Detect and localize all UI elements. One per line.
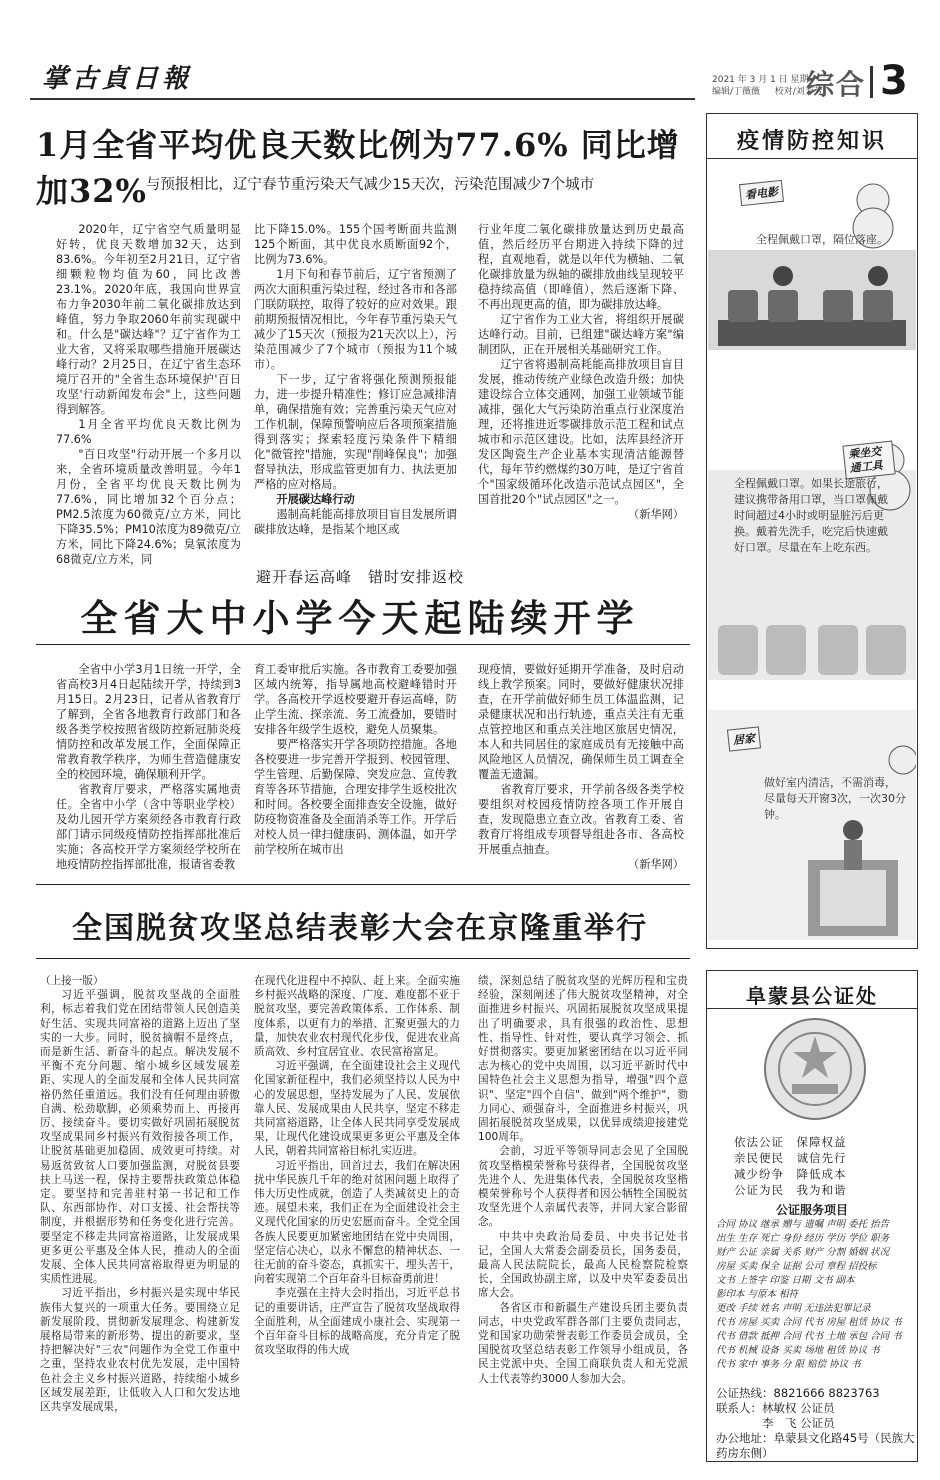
- article1-col1: [56, 222, 241, 567]
- article2-col2: [254, 662, 457, 857]
- hotline: 公证热线：8821666 8823763: [716, 1386, 880, 1400]
- article2-rule: [36, 644, 690, 645]
- article3-col1: [40, 974, 240, 1414]
- paragraph: 各省区市和新疆生产建设兵团主要负责同志，中央党政军群各部门主要负责同志，党和国家功勋荣誉表彰工作委员会成员，全国脱贫攻坚总结表彰工作领导小组成员，各民主党派中央、全国工商联负责人和无党派人士代表等约3000人参加大会。: [478, 1301, 688, 1385]
- paragraph: 绩，深刻总结了脱贫攻坚的光辉历程和宝贵经验，深刻阐述了伟大脱贫攻坚精神，对全面推进乡村振兴、巩固拓展脱贫攻坚成果提出了明确要求，具有很强的政治性、思想性、指导性、针对性，要认真学习领会、抓好贯彻落实。要更加紧密团结在以习近平同志为核心的党中央周围，以习近平新时代中国特色社会主义思想为指导，增强"四个意识"、坚定"四个自信"、做到"两个维护"，勠力同心、顽强奋斗，全面推进乡村振兴，巩固拓展脱贫攻坚成果，以优异成绩迎接建党100周年。: [478, 975, 688, 1144]
- article2-headline: 全省大中小学今天起陆续开学: [80, 596, 640, 640]
- notary-contact: [716, 1386, 916, 1461]
- home-tip: 做好室内清洁，不需消毒，尽量每天开窗3次，一次30分钟。: [764, 776, 906, 821]
- epidemic-illustrations: [708, 170, 916, 945]
- paragraph: 习近平强调，脱贫攻坚战的全面胜利，标志着我们党在团结带领人民创造美好生活、实现共同富裕的道路上迈出了坚实的一大步。同时，脱贫摘帽不是终点，而是新生活、新奋斗的起点。解决发展不平衡不充分问题、缩小城乡区域发展差距、实现人的全面发展和全体人民共同富裕仍然任重道远。我们没有任何理由骄傲自满、松劲歇脚，必须乘势而上、再接再厉、接续奋斗。要切实做好巩固拓展脱贫攻坚成果同乡村振兴有效衔接各项工作，让脱贫基础更加稳固、成效更可持续。对易返贫致贫人口要加强监测，对脱贫县要扶上马送一程，保持主要帮扶政策总体稳定。要坚持和完善驻村第一书记和工作队、东西部协作、对口支援、社会帮扶等制度，并根据形势和任务变化进行完善。要坚定不移走共同富裕道路，让发展成果更多更公平惠及全体人民，推动人的全面发展、全体人民共同富裕取得更为明显的实质性进展。: [40, 989, 240, 1286]
- article3-col2: [254, 974, 460, 1357]
- service-line: 影印本 与原本 相符: [716, 1289, 799, 1300]
- transport-tag: 乘坐交通工具: [842, 440, 895, 479]
- page-number: 3: [880, 58, 908, 104]
- service-line: 财产 公证 亲属 关系 财产 分割 婚姻 状况: [716, 1247, 890, 1258]
- paragraph: 辽宁省将遏制高耗能高排放项目盲目发展，推动传统产业绿色改造升级；加快建设综合立体交通网，加强工业领域节能减排，强化大气污染防治重点行业深度治理，还将推进近零碳排放示范工程和试点城市和示范区建设。比如，法库县经济开发区陶瓷生产企业基本实现清洁能源替代，每年节约燃煤约30万吨，是辽宁省首个"国家级循环化改造示范试点园区"，全国首批20个"试点园区"之一。: [478, 358, 684, 506]
- service-line: 代书 家中 事务 分 限 赔偿 协议 书: [716, 1359, 861, 1370]
- paragraph: 行业年度二氧化碳排放量达到历史最高值，然后经历平台期进入持续下降的过程，直观地看，就是以年代为横轴、二氧化碳排放量为纵轴的碳排放曲线呈现较平稳持续高值（即峰值），然后逐渐下降、不再出现更高的值，即为碳排放达峰。: [478, 223, 684, 311]
- paragraph: 全省中小学3月1日统一开学，全省高校3月4日起陆续开学，持续到3月15日。2月23日，记者从省教育厅了解到，全省各地教育行政部门和各级各类学校按照省级防控新冠肺炎疫情防控和改革发展工作，全面保障正常教育教学秩序，为师生营造健康安全的校园环境，确保顺利开学。: [56, 663, 241, 781]
- newspaper-logo: 掌古貞日報: [42, 64, 193, 94]
- epidemic-sidebar-title: 疫情防控知识: [736, 128, 887, 154]
- motto-line: 公证为民 我为和谐: [734, 1183, 847, 1197]
- paragraph: 李克强在主持大会时指出，习近平总书记的重要讲话，庄严宣告了脱贫攻坚战取得全面胜利，从全面建成小康社会、实现第一个百年奋斗目标的战略高度，充分肯定了脱贫攻坚取得的伟大成: [254, 1287, 460, 1357]
- section-name: 综合: [806, 68, 867, 101]
- contact-person: 李 飞 公证员: [716, 1416, 835, 1430]
- notary-motto: [734, 1134, 904, 1198]
- transport-tip: 全程佩戴口罩。如果长途旅行，建议携带备用口罩，当口罩佩戴时间超过4小时或明显脏污后更换。戴着先洗手，吃完后快速戴好口罩。尽量在车上吃东西。: [734, 477, 888, 554]
- paragraph: 下一步，辽宁省将强化预测预报能力，进一步提升精准性；修订应急减排清单，确保措施有效；完善重污染天气应对工作机制，保障预警响应后各项预案措施得到落实；探索轻度污染条件下精细化"微管控"措施，实现"削峰保良"；加强督导执法，形成监管更加有力、执法更加严格的应对格局。: [254, 373, 457, 491]
- article1-headline: 1月全省平均优良天数比例为77.6% 同比增加32%: [36, 126, 680, 210]
- service-line: 文书 上签字 印鉴 日期 文书 副本: [716, 1275, 855, 1286]
- subheading: 开展碳达峰行动: [276, 493, 355, 506]
- article3-headline: 全国脱贫攻坚总结表彰大会在京隆重举行: [72, 911, 648, 946]
- section-divider: [870, 66, 873, 98]
- service-line: 更改 手续 姓名 声明 无违法犯罪记录: [716, 1303, 871, 1314]
- paragraph: 2020年，辽宁省空气质量明显好转，优良天数增加32天，达到83.6%。今年初至2月21日，辽宁省细颗粒物均值为60，同比改善23.1%。2020年底，我国向世界宣布力争2030年前二氧化碳排放达到峰值，努力争取2060年前实现碳中和。什么是"碳达峰"？辽宁省作为工业大省，又将采取哪些措施开展碳达峰行动？2月25日，在辽宁省生态环境厅召开的"全省生态环境保护'百日攻坚'行动新闻发布会"上，这些问题得到解答。: [56, 223, 241, 416]
- source-credit: （新华网）: [628, 858, 684, 871]
- motto-line: 亲民便民 诚信先行: [734, 1151, 847, 1165]
- article1-col3: [478, 222, 684, 522]
- paragraph: 比下降15.0%。155个国考断面共监测125个断面，其中优良水质断面92个，比例为73.6%。: [254, 223, 457, 266]
- notary-title: 阜蒙县公证处: [746, 984, 878, 1008]
- service-line: 房屋 买卖 保全 证据 公司 章程 招投标: [716, 1261, 877, 1272]
- service-line: 代书 借款 抵押 合同 代书 土地 承包 合同 书: [716, 1331, 902, 1342]
- paragraph: 省教育厅要求，开学前各级各类学校要组织对校园疫情防控各项工作开展自查，发现隐患立查立改。省教育工委、省教育厅将组成专项督导组赴各市、各高校开展重点抽查。: [478, 783, 684, 856]
- paragraph: 在现代化进程中不掉队、赶上来。全面实施乡村振兴战略的深度、广度、难度都不亚于脱贫攻坚，要完善政策体系、工作体系、制度体系，以更有力的举措、汇聚更强大的力量，加快农业农村现代化步伐，促进农业高质高效、乡村宜居宜业、农民富裕富足。: [254, 975, 460, 1059]
- paragraph: 1月下旬和春节前后，辽宁省预测了两次大面积重污染过程，经过各市和各部门联防联控，取得了较好的应对效果。跟前期预报情况相比，今年春节重污染天气减少了15天次（预报为21天次以上），污染范围减少了7个城市（预报为11个城市）。: [254, 268, 457, 371]
- paragraph: 育工委审批后实施。各市教育工委要加强区域内统筹，指导属地高校避峰错时开学。各高校开学返校要避开春运高峰，防止学生流、探亲流、务工流叠加，要错时安排各年级学生返校，避免人员聚集。: [254, 663, 457, 736]
- paragraph: 要严格落实开学各项防控措施。各地各校要进一步完善开学报到、校园管理、学生管理、后勤保障、突发应急、宣传教育等各环节措施，合理安排学生返校批次和时间。各校要全面排查安全设施，做好防疫物资准备及全面消杀等工作。开学后对校人员一律扫健康码、测体温，如开学前学校所在城市出: [254, 738, 457, 856]
- address: 办公地址：阜蒙县文化路45号（民族大药房东侧）: [716, 1431, 915, 1460]
- paragraph: 习近平指出，乡村振兴是实现中华民族伟大复兴的一项重大任务。要围绕立足新发展阶段、贯彻新发展理念、构建新发展格局带来的新形势、提出的新要求，坚持把解决好"三农"问题作为全党工作重中之重，坚持农业农村优先发展，走中国特色社会主义乡村振兴道路，持续缩小城乡区域发展差距，让低收入人口和欠发达地区共享发展成果，: [40, 1287, 240, 1414]
- service-line: 出生 生存 死亡 身份 经历 学历 学位 职务: [716, 1233, 890, 1244]
- source-credit: （新华网）: [628, 508, 684, 521]
- national-emblem-icon: [760, 1014, 870, 1124]
- article2-col3: [478, 662, 684, 872]
- masthead-rule: [30, 98, 695, 100]
- cinema-tip: 全程佩戴口罩，隔位落座。: [756, 233, 888, 246]
- article3-rule: [36, 958, 690, 959]
- paragraph: 省教育厅要求，严格落实属地责任。全省中小学（含中等职业学校）及幼儿园开学方案须经各市教育行政部门请示同级疫情防控指挥部批准后实施；各高校开学方案须经学校所在地疫情防控指挥部批准，报请省委教: [56, 783, 241, 871]
- subheading: 1月全省平均优良天数比例为77.6%: [56, 418, 241, 446]
- paragraph: 习近平强调，在全面建设社会主义现代化国家新征程中，我们必须坚持以人民为中心的发展思想，坚持发展为了人民、发展依靠人民、发展成果由人民共享，坚定不移走共同富裕道路，让全体人民共同享受发展成果，让现代化建设成果更多更公平惠及全体人民，朝着共同富裕目标扎实迈进。: [254, 1060, 460, 1158]
- services-list: [716, 1218, 914, 1372]
- paragraph: 会前，习近平等领导同志会见了全国脱贫攻坚楷模荣誉称号获得者，全国脱贫攻坚先进个人、先进集体代表，全国脱贫攻坚楷模荣誉称号个人获得者和因公牺牲全国脱贫攻坚先进个人亲属代表等，并同大家合影留念。: [478, 1145, 688, 1229]
- article2-col1: [56, 662, 241, 872]
- paragraph: 习近平指出，回首过去，我们在解决困扰中华民族几千年的绝对贫困问题上取得了伟大历史性成就，创造了人类减贫史上的奇迹。展望未来，我们正在为全面建设社会主义现代化国家的历史宏愿而奋斗。全党全国各族人民要更加紧密地团结在党中央周围，坚定信心决心，以永不懈怠的精神状态、一往无前的奋斗姿态，真抓实干、埋头苦干，向着实现第二个百年奋斗目标奋勇前进！: [254, 1159, 460, 1286]
- editor-line: 编辑/丁薇薇 校对/刘芳芳: [712, 87, 823, 97]
- cinema-scene-illustration: [708, 184, 916, 350]
- paragraph: 辽宁省作为工业大省，将组织开展碳达峰行动。目前，已组建"碳达峰方案"编制团队，正在开展相关基础研究工作。: [478, 313, 684, 356]
- article2-kicker: 避开春运高峰 错时安排返校: [255, 568, 464, 586]
- motto-line: 依法公证 保障权益: [734, 1135, 847, 1149]
- paragraph: 遏制高耗能高排放项目盲目发展所谓碳排放达峰，是指某个地区或: [254, 508, 457, 536]
- continued-note: （上接一版）: [40, 975, 104, 987]
- article3-top-rule: [36, 884, 690, 885]
- sidebar-title-rule: [706, 158, 918, 159]
- article1-subhead: 与预报相比，辽宁春节重污染天气减少15天次，污染范围减少7个城市: [145, 177, 595, 193]
- service-line: 代书 机械 设备 买卖 场地 租赁 协议 书: [716, 1345, 880, 1356]
- contact-person: 联系人：林敏权 公证员: [716, 1401, 835, 1415]
- paragraph: "百日攻坚"行动开展一个多月以来，全省环境质量改善明显。今年1月份，全省平均优良天数比例为77.6%，同比增加32个百分点；PM2.5浓度为60微克/立方米，同比下降35.5%；PM10浓度为89微克/立方米，同比下降24.6%；臭氧浓度为68微克/立方米，同: [56, 448, 241, 566]
- home-tag: 居家: [727, 726, 761, 751]
- article3-col3: [478, 974, 688, 1386]
- notary-title-rule: [706, 1008, 918, 1009]
- paragraph: 现疫情，要做好延期开学准备，及时启动线上教学预案。同时，要做好健康状况排查，在开学前做好师生员工体温监测，记录健康状况和出行轨迹，重点关注有无重点管控地区和重点关注地区旅居史情况，本人和共同居住的家庭成员有无接触中高风险地区人员情况，确保师生员工调查全覆盖无遗漏。: [478, 663, 684, 781]
- motto-line: 减少纷争 降低成本: [734, 1167, 847, 1181]
- service-line: 代书 房屋 买卖 合同 代书 房屋 租赁 协议 书: [716, 1317, 902, 1328]
- service-line: 合同 协议 继承 赠与 遗嘱 声明 委托 抬告: [716, 1219, 890, 1230]
- cinema-tag: 看电影: [739, 180, 784, 206]
- services-title: 公证服务项目: [775, 1203, 848, 1217]
- article1-col2: [254, 222, 457, 537]
- date-line: 2021 年 3 月 1 日 星期一: [712, 75, 818, 85]
- paragraph: 中共中央政治局委员、中央书记处书记，全国人大常委会副委员长，国务委员，最高人民法院院长，最高人民检察院检察长，全国政协副主席，以及中央军委委员出席大会。: [478, 1230, 688, 1300]
